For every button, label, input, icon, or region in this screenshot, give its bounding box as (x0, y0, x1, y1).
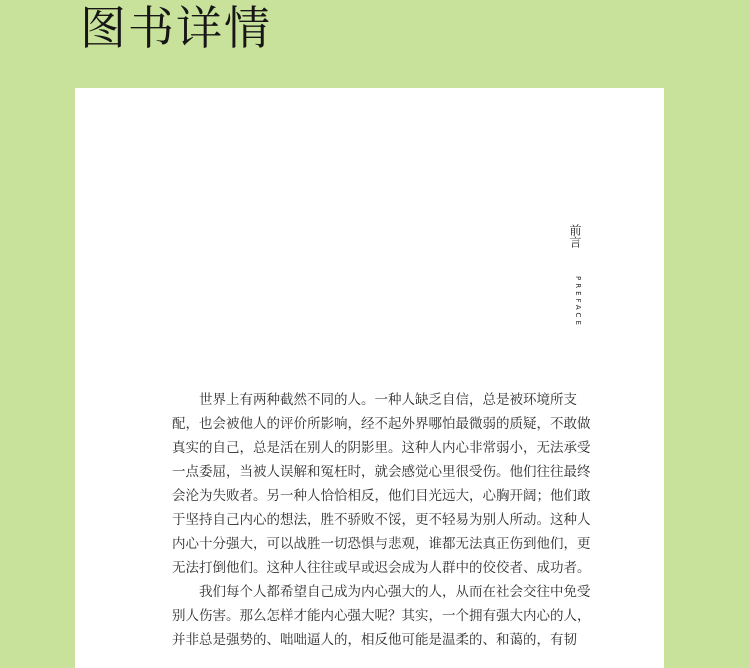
preface-heading-en: PREFACE (574, 276, 582, 328)
text-line: 别人伤害。那么怎样才能内心强大呢？其实，一个拥有强大内心的人， (172, 608, 591, 624)
book-page (75, 88, 664, 668)
text-line: 无法打倒他们。这种人往往或早或迟会成为人群中的佼佼者、成功者。 (172, 560, 591, 576)
text-line: 并非总是强势的、咄咄逼人的，相反他可能是温柔的、和蔼的，有韧 (172, 632, 577, 648)
preface-heading-cn: 前言 (568, 224, 582, 248)
text-line: 一点委屈，当被人误解和冤枉时，就会感觉心里很受伤。他们往往最终 (172, 464, 591, 480)
text-line: 我们每个人都希望自己成为内心强大的人，从而在社会交往中免受 (172, 584, 591, 600)
text-line: 内心十分强大，可以战胜一切恐惧与悲观，谁都无法真正伤到他们，更 (172, 536, 591, 552)
text-line: 配，也会被他人的评价所影响，经不起外界哪怕最微弱的质疑，不敢做 (172, 416, 591, 432)
text-line: 世界上有两种截然不同的人。一种人缺乏自信，总是被环境所支 (172, 392, 577, 408)
text-line: 会沦为失败者。另一种人恰恰相反，他们目光远大，心胸开阔；他们敢 (172, 488, 591, 504)
preface-body (172, 388, 592, 652)
text-line: 真实的自己，总是活在别人的阴影里。这种人内心非常弱小，无法承受 (172, 440, 591, 456)
text-line: 于坚持自己内心的想法，胜不骄败不馁，更不轻易为别人所动。这种人 (172, 512, 591, 528)
page-header-title: 图书详情 (80, 1, 272, 55)
